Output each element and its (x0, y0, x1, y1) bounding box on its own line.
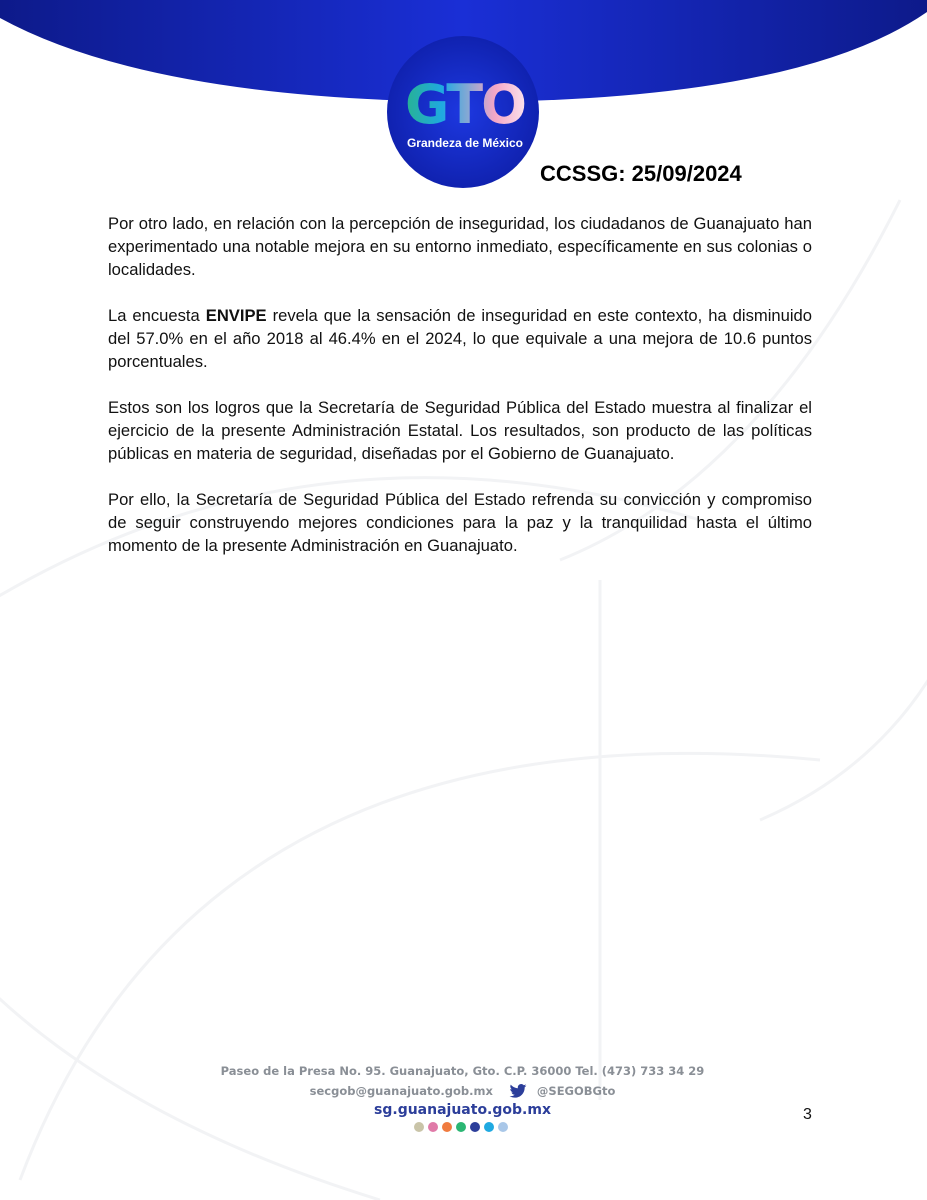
paragraph-2 (108, 304, 812, 373)
document-body (108, 212, 812, 580)
paragraph-3: Estos son los logros que la Secretaría de Seguridad Pública del Estado muestra al finalizar el ejercicio de la presente Administración Estatal. Los resultados, son producto de las políticas públicas en materia de seguridad, diseñadas por el Gobierno de Guanajuato. (108, 398, 812, 463)
logo-tagline: Grandeza de México (406, 136, 524, 150)
footer-email[interactable]: secgob@guanajuato.gob.mx (309, 1084, 493, 1098)
paragraph-2-start: La encuesta (108, 306, 206, 325)
color-dot (442, 1122, 452, 1132)
color-dot (428, 1122, 438, 1132)
footer-contacts (200, 1084, 725, 1098)
color-dot (470, 1122, 480, 1132)
color-dot (498, 1122, 508, 1132)
color-dot (414, 1122, 424, 1132)
paragraph-4: Por ello, la Secretaría de Seguridad Pública del Estado refrenda su convicción y compromiso de seguir construyendo mejores condiciones para la paz y la tranquilidad hasta el último momento de la presente Administración en Guanajuato. (108, 490, 812, 555)
footer-color-dots (414, 1122, 508, 1132)
footer-website[interactable]: sg.guanajuato.gob.mx (374, 1102, 551, 1118)
twitter-icon (509, 1084, 527, 1098)
envipe-term: ENVIPE (205, 306, 267, 325)
paragraph-1: Por otro lado, en relación con la percepción de inseguridad, los ciudadanos de Guanajuato han experimentado una notable mejora en su entorno inmediato, específicamente en sus colonias o localidades. (108, 214, 812, 279)
paragraph-2-rest: revela que la sensación de inseguridad en este contexto, ha disminuido del 57.0% en el año 2018 al 46.4% en el 2024, lo que equivale a una mejora de 10.6 puntos porcentuales. (108, 306, 812, 371)
page-number: 3 (803, 1106, 812, 1123)
color-dot (456, 1122, 466, 1132)
color-dot (484, 1122, 494, 1132)
gto-logo (390, 73, 540, 150)
footer-address: Paseo de la Presa No. 95. Guanajuato, Gto. C.P. 36000 Tel. (473) 733 34 29 (220, 1064, 705, 1078)
logo-wordmark: GTO (390, 78, 540, 132)
document-id: CCSSG: 25/09/2024 (540, 161, 742, 186)
footer-twitter[interactable]: @SEGOBGto (536, 1084, 616, 1098)
